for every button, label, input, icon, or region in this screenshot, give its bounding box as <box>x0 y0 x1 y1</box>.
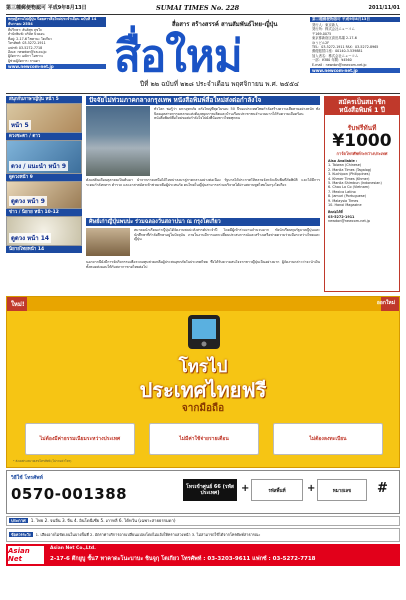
free-call-ad[interactable] <box>6 296 400 468</box>
info-line: 〒169-0075 <box>312 31 332 36</box>
release-badge: ออกใหม่ <box>376 300 395 306</box>
section-label[interactable]: ดูดวงหน้า 9 <box>6 174 82 181</box>
section-label[interactable]: สนุกกับภาษาญี่ปุ่น หน้า 5 <box>6 96 82 103</box>
secondary-headline[interactable]: ศิษย์เก่าญี่ปุ่นพบปะ ร่วมฉลองวันสถาปนา ณ กรุงโตเกียว <box>86 218 320 226</box>
left-column <box>6 96 82 292</box>
area-code-box: รหัสพื้นที่ <box>251 479 303 501</box>
contact-email[interactable]: newdon@newcom-net.jp <box>328 219 370 224</box>
ad-title-thailand-free: ประเทศไทยฟรี <box>139 378 267 402</box>
phone-icon <box>174 313 234 351</box>
thumbnail-photo[interactable] <box>6 103 82 133</box>
secondary-article <box>86 218 320 226</box>
plus-sign: + <box>307 483 316 494</box>
masthead-right-info <box>310 17 400 93</box>
issue-label: SUMAI TIMES No. 228 <box>156 4 240 12</box>
thumbnail-photo[interactable] <box>6 140 82 174</box>
number-box: หมายเลข <box>317 479 367 501</box>
info-line: อีเมล: newdon@ca.co.jp <box>8 50 47 55</box>
list-item: 2. Manila Times (Tagalog) <box>328 167 372 172</box>
article-paragraph: ตั้งแต่ต้นเดือนตุลาคมเป็นต้นมา น้ำจากภาคเหนือได้ไหลบ่าลงมาสู่ภาคกลางอย่างต่อเนื่อง รัฐบาลได้ประกาศให้หลายจังหวัดเป็นพื้นที่ภัยพิบัติ และได้มีการระดมกำลังทหาร ตำรวจ และอาสาสมัครเข้าช่วยเหลือผู้ประสบภัย คนไทยในญี่ปุ่นสามารถร่วมบริจาคได้ผ่านสถานทูตไทยในกรุงโตเกียว <box>86 178 320 187</box>
contact-phone[interactable]: 03-5272-1911 <box>328 214 355 219</box>
free-gift-label: รับฟรีทันที <box>347 124 377 132</box>
gift-description: การ์ดโทรศัพท์ระหว่างประเทศ <box>336 151 388 156</box>
section-label[interactable]: ดวงชะตา / ดาว <box>6 133 82 140</box>
info-line: ที่ปรึกษา: สันติสุข สุขใจ <box>8 28 42 32</box>
country-notice <box>6 516 400 526</box>
masthead-left-info <box>6 17 106 93</box>
ad-feature-box: ไม่ต้องมีค่าธรรมเนียมระหว่างประเทศ <box>25 423 135 455</box>
company-name: Asian Net Co.,Ltd. <box>50 546 96 551</box>
ad-ribbon-decoration <box>7 297 399 311</box>
info-line: แฟกซ์: 03-5272-7718 <box>8 45 43 50</box>
gift-value: ¥1000 <box>332 131 392 151</box>
article-paragraph: นอกจากนี้ยังมีการจัดกิจกรรมเพื่อระดมทุนช่วยเหลือผู้ประสบอุทกภัยในประเทศไทย ซึ่งได้รับความสนใจจากชาวญี่ปุ่นเป็นอย่างมาก ผู้จัดงานกล่าวว่าจะนำเงินทั้งหมดส่งมอบให้กับสภากาชาดไทยต่อไป <box>86 260 320 269</box>
section-label[interactable]: ข่าว / นิยาย หน้า 10-12 <box>6 209 82 216</box>
info-line: 東京都新宿区高田馬場 2-17-6 <box>312 36 357 41</box>
info-line: ゆうビル2F <box>312 40 330 45</box>
info-line: ผู้จัดการ: เอมิกา ไอซาวะ <box>8 54 44 59</box>
info-line: 発行所：株式会社ニューコム <box>312 27 355 32</box>
dial-label: วิธีใช้ โทรศัพท์ <box>11 475 43 481</box>
info-line: 加入者名：株式会社ニューコム <box>312 53 359 58</box>
asian-net-logo[interactable]: Asian Net <box>8 546 44 564</box>
country-code-box: โทรเข้าศูนย์ 66 (รหัสประเทศ) <box>183 479 237 501</box>
masthead <box>6 14 400 94</box>
list-item: 10. Hanoi Magazine <box>328 203 362 208</box>
caution-text: 1. เสียงอาจไม่ชัดเจนในบางพื้นที่ 2. อัตราค่าบริการอาจเปลี่ยนแปลงโดยไม่แจ้งให้ทราบล่วงหน้า 3. ไม่สามารถใช้ได้จากโทรศัพท์สาธารณะ <box>35 532 261 537</box>
masthead-left-bar: ทฤษฎีสวนไปญี่ปุ่น นิตยสารสื่อใหม่ประจำเดือน ฉบับที่ 14 ธันวาคม 2554 <box>6 17 106 27</box>
masthead-left-lines <box>6 27 106 64</box>
notice-label: ประกาศ <box>11 518 26 523</box>
info-line: E-mail：newdon@newcom-net.jp <box>312 62 367 67</box>
issue-date: 2011/11/01 <box>368 5 400 11</box>
top-strip <box>6 4 400 12</box>
info-line: 発行人：東京新人 <box>312 23 339 27</box>
access-number[interactable]: 0570-001388 <box>11 485 128 503</box>
ad-footnote: * ส่งเฉพาะหมายเลขโทรศัพท์ (ไม่รวมค่าโทร) <box>13 459 72 463</box>
masthead-right-lines <box>310 22 400 68</box>
main-article <box>86 96 320 292</box>
subscription-ad[interactable] <box>324 96 400 292</box>
thumbnail-photo[interactable] <box>6 181 82 209</box>
postal-permit: 第三種郵便物認可 平成9年8月13日 <box>6 5 87 11</box>
ad-feature-box: ไม่ต้องลงทะเบียน <box>273 423 383 455</box>
list-item: 8. Jamuri (Portuguese) <box>328 194 367 199</box>
info-line: ที่อยู่: 2-17-6 ไซตามะ โตเกียว <box>8 36 52 41</box>
info-line: สำนักพิมพ์: บริษัท นิวดอน <box>8 32 45 37</box>
hash-sign: # <box>377 481 388 496</box>
info-line: โทรศัพท์: 03-5272-1911 <box>8 41 46 46</box>
logo-area <box>110 17 306 93</box>
thumbnail-caption: ดวง / แนะนำ หน้า 9 <box>11 163 67 170</box>
info-line: ผู้ช่วยผู้จัดการ: กานดา <box>8 58 40 63</box>
list-item: 9. Malaysia Times <box>328 198 359 203</box>
newspaper-logo: สื่อใหม่ <box>114 31 242 82</box>
logo-tagline: สื่อสาร สร้างสรรค์ สานสัมพันธ์ไทย-ญี่ปุ่น <box>172 21 278 28</box>
caution-notice <box>6 528 400 542</box>
publication-list <box>325 157 399 226</box>
thumbnail-caption: หน้า 5 <box>11 122 29 129</box>
flood-photo <box>86 106 150 176</box>
subscription-heading: สมัครเป็นสมาชิกหนังสือพิมพ์ 1 ปี <box>325 97 399 115</box>
info-line: TEL：03-5272-1911 FAX：03-5272-8965 <box>312 45 379 50</box>
list-item: 7. Mexico Latino <box>328 189 356 194</box>
contact-label: ติดต่อได้ที่ <box>328 210 343 215</box>
dial-instructions <box>6 470 400 514</box>
info-line: 郵便振替口座：00140-3-539881 <box>312 49 363 54</box>
alumni-photo <box>86 228 130 256</box>
notice-text: 1. ไทย 2. จนจีน 3. จีน 4. อินโดนีเซีย 5. เกาหลี 6. ไต้หวัน (เฉพาะสายธรรมดา) <box>30 518 176 523</box>
list-title: Also Available : <box>328 159 358 163</box>
thumbnail-caption: ดูดวง หน้า 14 <box>11 235 50 242</box>
ad-feature-box: ไม่มีค่าใช้จ่ายรายเดือน <box>149 423 259 455</box>
section-label[interactable]: นิยายไทยหน้า 14 <box>6 246 82 253</box>
info-line: 一部：¥380 年間：¥4560 <box>312 58 352 63</box>
list-item: 3. Kuchipon (Philippines) <box>328 172 370 177</box>
article-paragraph: สมาคมนักเรียนเก่าญี่ปุ่นได้จัดงานพบปะสังสรรค์ประจำปี โดยมีผู้เข้าร่วมงานจำนวนมาก ทั้งนักเรียนทุนรัฐบาลญี่ปุ่นและนักศึกษาที่กำลังศึกษาอยู่ในปัจจุบัน ภายในงานมีการแลกเปลี่ยนประสบการณ์และสร้างเครือข่ายความร่วมมือระหว่างไทยและญี่ปุ่น <box>134 228 320 242</box>
footer-bar <box>6 544 400 566</box>
list-item: 4. Khmer Times (Khmer) <box>328 176 370 181</box>
list-item: 6. Chau Lo Co (Vietnam) <box>328 185 370 190</box>
main-headline[interactable]: ปัจจัยไม่ท่วมภาคกลางกรุงเทพ หนังสือพิมพ์สื่อใหม่ส่งต่อกำลังใจ <box>86 96 320 105</box>
caution-label: ข้อควรระวัง <box>11 532 31 537</box>
new-badge: ใหม่! <box>11 301 25 308</box>
ad-title-call: โทรไป <box>178 357 228 377</box>
ad-title-mobile: จากมือถือ <box>181 403 225 414</box>
thumbnail-photo[interactable] <box>6 216 82 246</box>
masthead-right-url[interactable]: www.newcom-net.jp <box>310 68 400 73</box>
list-item: 1. Taiwan (Chinese) <box>328 163 362 168</box>
thumbnail-caption: ดูดวง หน้า 9 <box>11 198 45 205</box>
company-address: 2-17-6 ตึกยูบู ชั้น7 ทาคาดะโนะบาบะ ชินจูกุ โตเกียว โทรศัพท์ : 03-3203-9611 แฟกซ์ : 03-5272-7718 <box>50 556 316 562</box>
list-item: 5. Manila Shimbun (Indonesian) <box>328 181 382 186</box>
masthead-right-bar: 第三種郵便物認可 平成9年8月13日 <box>310 17 400 22</box>
masthead-left-url[interactable]: www.newcom-net.jp <box>6 64 106 69</box>
issue-line: ปีที่ ๒๒ ฉบับที่ ๒๒๘ ประจำเดือน พฤศจิกายน พ.ศ. ๒๕๕๔ <box>140 80 299 88</box>
plus-sign: + <box>241 483 250 494</box>
article-paragraph: ทั่วโลก พอรู้ว่า มหาอุทกภัย ครั้งใหญ่ที่สุดในรอบ 50 ปีของประเทศไทยกำลังสร้างความเสียหายอย่างหนัก ทั้งนิคมอุตสาหกรรมหลายแห่งต้องหยุดการผลิตและบ้านเรือนประชาชนจำนวนมากได้รับความเดือดร้อน หนังสือพิมพ์สื่อใหม่ขอส่งกำลังใจไปยังพี่น้องชาวไทยทุกคน <box>154 107 320 121</box>
